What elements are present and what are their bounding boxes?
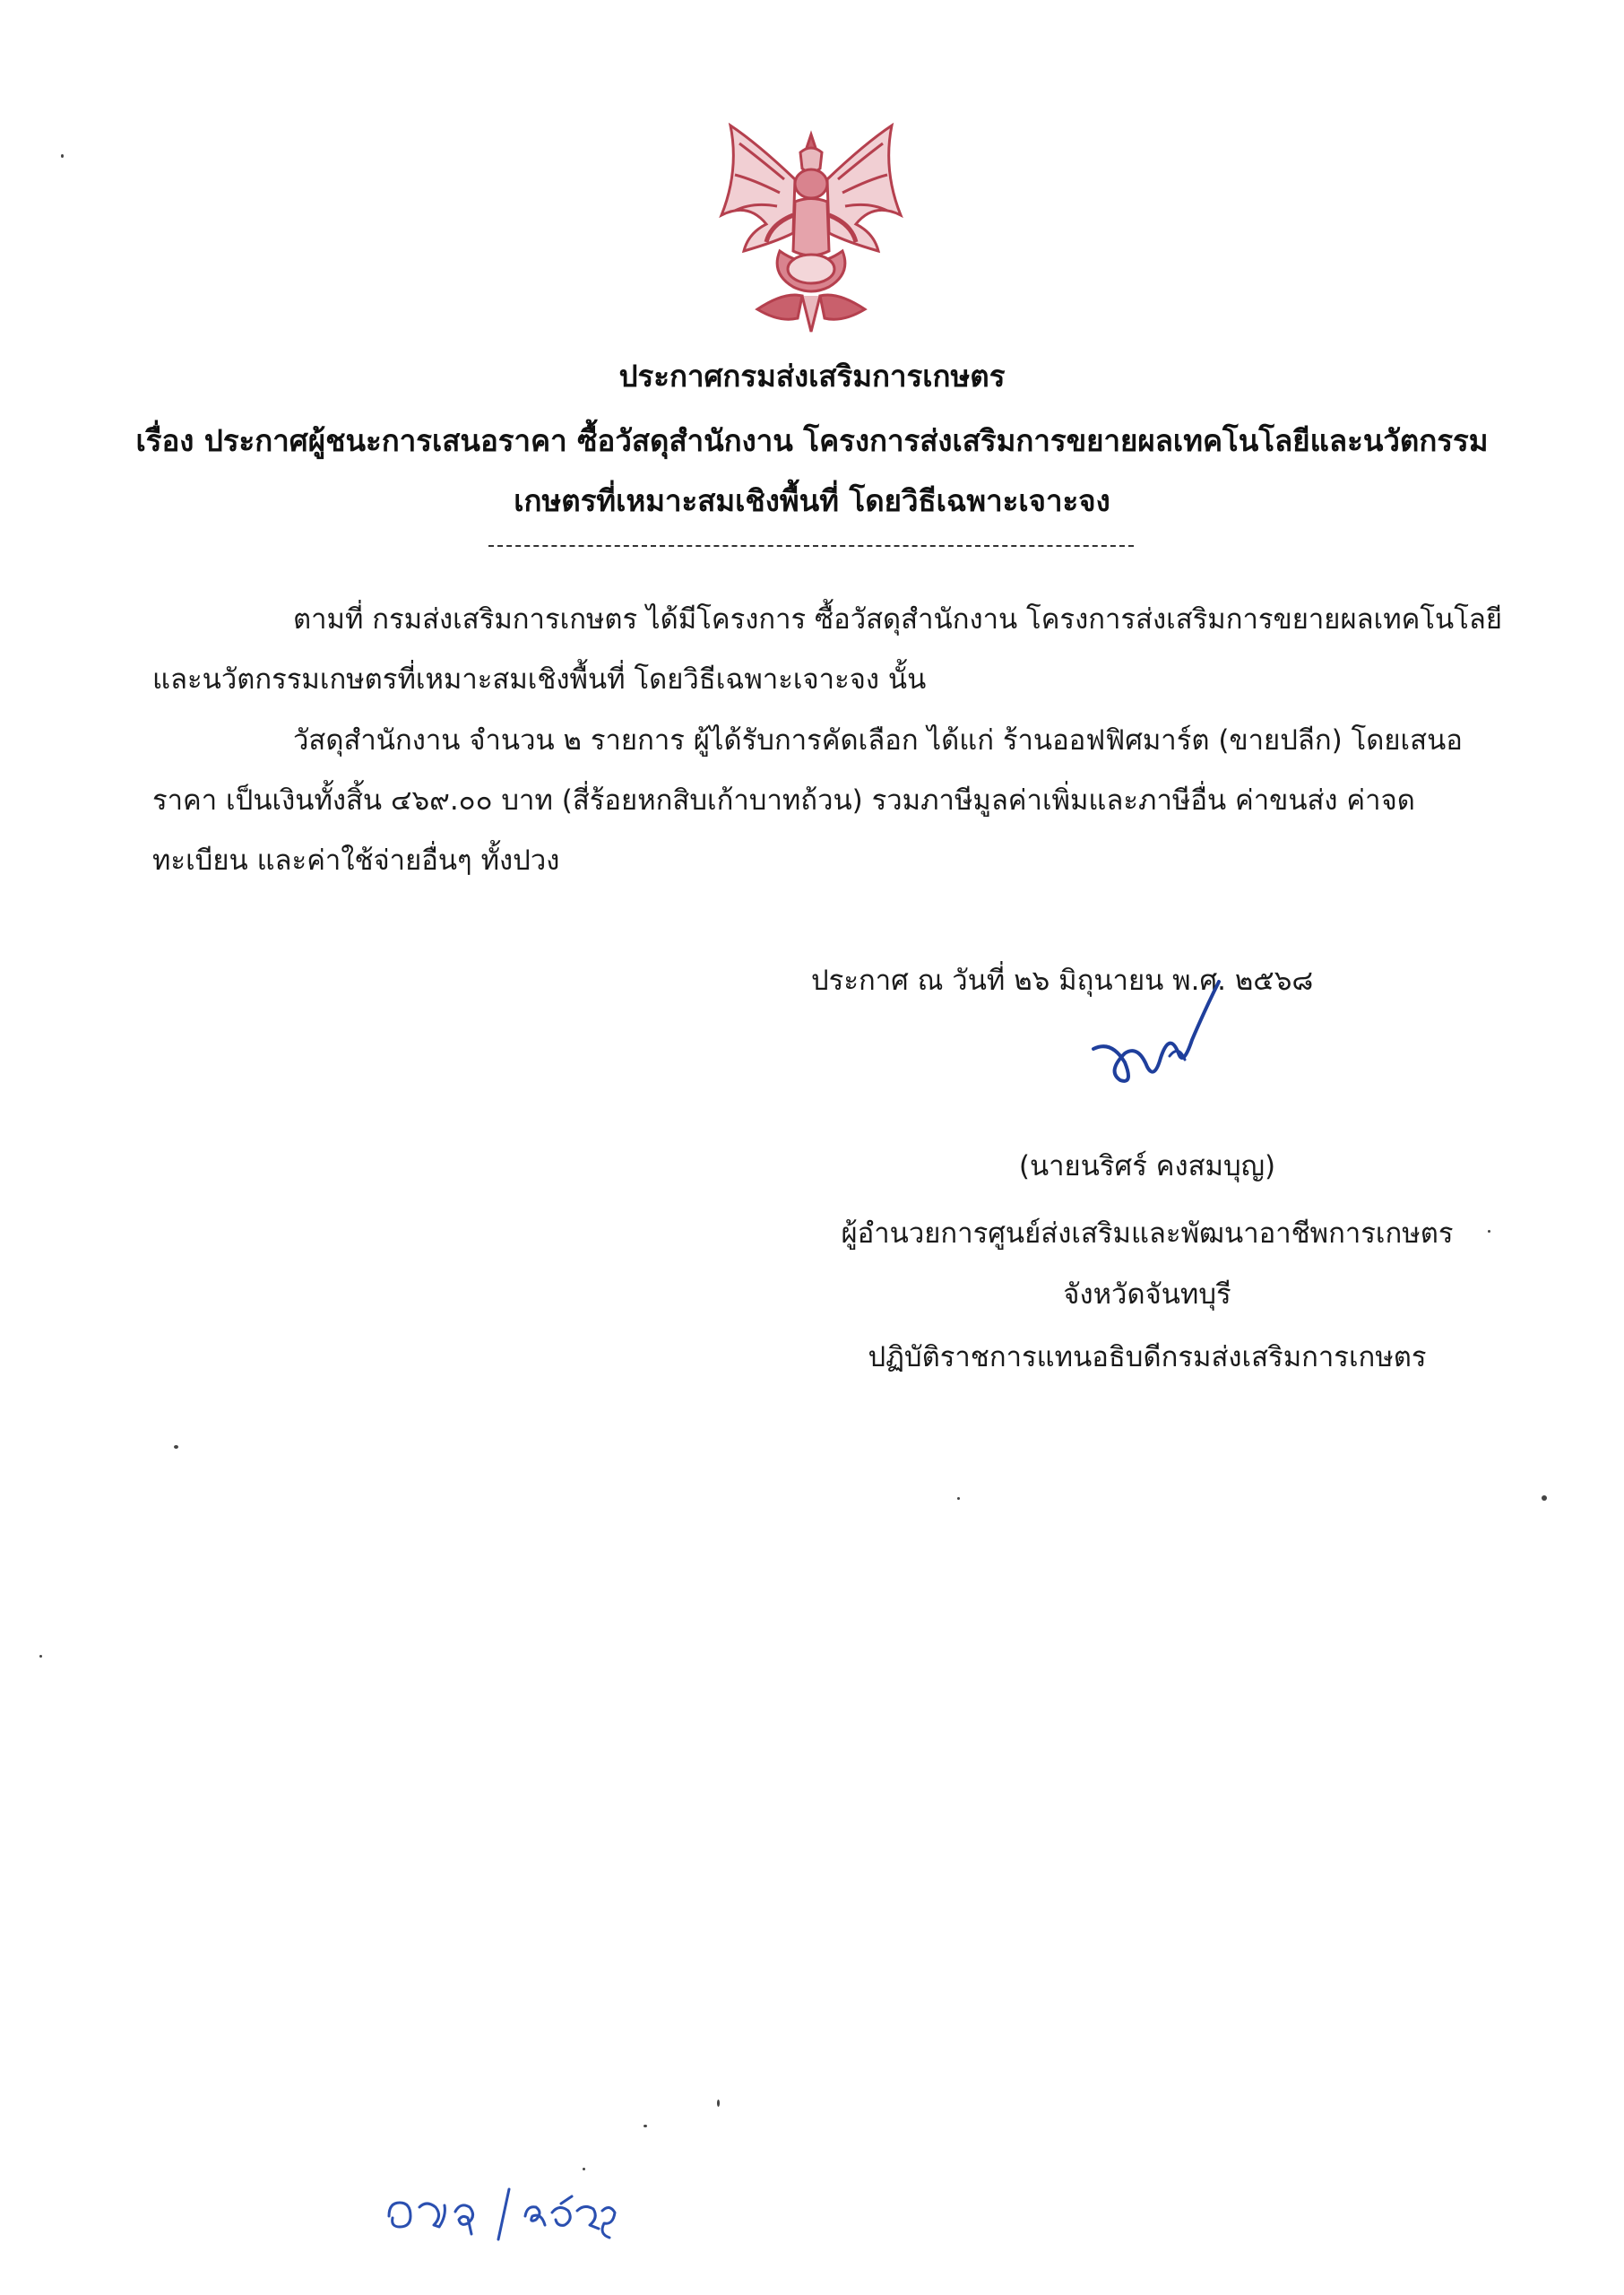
scan-speck (1542, 1495, 1547, 1501)
issuer-title: ประกาศกรมส่งเสริมการเกษตร (618, 359, 1006, 394)
handwritten-reference-number (384, 2180, 617, 2243)
signer-position-line-1: ผู้อำนวยการศูนย์ส่งเสริมและพัฒนาอาชีพการเกษตร (841, 1217, 1454, 1250)
signer-position-line-3: ปฏิบัติราชการแทนอธิบดีกรมส่งเสริมการเกษตร (868, 1341, 1427, 1373)
subject-line-1: เรื่อง ประกาศผู้ชนะการเสนอราคา ซื้อวัสดุสำนักงาน โครงการส่งเสริมการขยายผลเทคโนโลยีและนวัตกรรม (135, 423, 1489, 458)
paragraph-2-line-3: ทะเบียน และค่าใช้จ่ายอื่นๆ ทั้งปวง (152, 844, 560, 877)
scan-speck (174, 1445, 178, 1449)
paragraph-2-line-2: ราคา เป็นเงินทั้งสิ้น ๔๖๙.๐๐ บาท (สี่ร้อยหกสิบเก้าบาทถ้วน) รวมภาษีมูลค่าเพิ่มและภาษีอื่น ค่าขนส่ง ค่าจด (152, 784, 1415, 817)
signer-position-line-2: จังหวัดจันทบุรี (1063, 1278, 1231, 1311)
paragraph-2-line-1: วัสดุสำนักงาน จำนวน ๒ รายการ ผู้ได้รับการคัดเลือก ได้แก่ ร้านออฟฟิศมาร์ต (ขายปลีก) โดยเสนอ (293, 724, 1463, 757)
scan-speck (1488, 1230, 1490, 1233)
dashed-divider (488, 545, 1134, 547)
scan-speck (644, 2125, 647, 2127)
subject-line-2: เกษตรที่เหมาะสมเชิงพื้นที่ โดยวิธีเฉพาะเจาะจง (514, 483, 1110, 518)
scan-speck (717, 2100, 720, 2107)
paragraph-1-line-1: ตามที่ กรมส่งเสริมการเกษตร ได้มีโครงการ ซื้อวัสดุสำนักงาน โครงการส่งเสริมการขยายผลเทคโนโลยี (293, 603, 1503, 636)
handwritten-signature (1084, 977, 1228, 1112)
garuda-emblem-icon (695, 117, 928, 341)
signer-name: (นายนริศร์ คงสมบุญ) (1018, 1150, 1276, 1182)
paragraph-1-line-2: และนวัตกรรมเกษตรที่เหมาะสมเชิงพื้นที่ โดยวิธีเฉพาะเจาะจง นั้น (152, 663, 927, 696)
scan-speck (957, 1497, 960, 1500)
scan-speck (61, 154, 64, 158)
scan-speck (583, 2168, 585, 2170)
scan-speck (39, 1655, 42, 1658)
announcement-date: ประกาศ ณ วันที่ ๒๖ มิถุนายน พ.ศ. ๒๕๖๘ (811, 965, 1314, 997)
